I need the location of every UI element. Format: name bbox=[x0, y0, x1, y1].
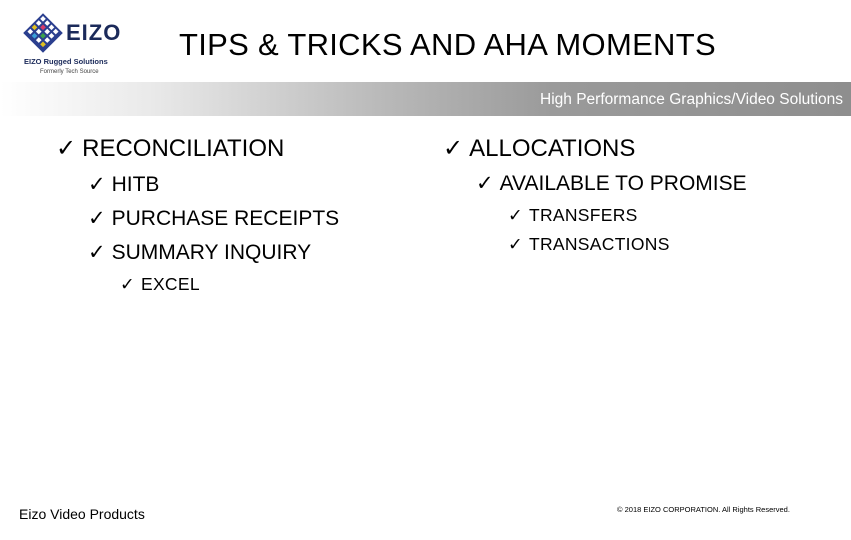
sub-list-item-text: EXCEL bbox=[140, 274, 200, 294]
list-item bbox=[88, 172, 159, 197]
check-icon: ✓ bbox=[443, 135, 464, 162]
sub-list-item-text: TRANSACTIONS bbox=[528, 234, 670, 254]
left-heading-text: RECONCILIATION bbox=[82, 135, 285, 162]
list-item bbox=[88, 240, 311, 265]
list-item-text: PURCHASE RECEIPTS bbox=[111, 207, 340, 230]
check-icon: ✓ bbox=[88, 173, 106, 196]
page-title: TIPS & TRICKS AND AHA MOMENTS bbox=[179, 27, 716, 62]
eizo-wordmark: EIZO bbox=[66, 20, 122, 45]
sub-list-item bbox=[508, 234, 670, 255]
right-heading bbox=[443, 134, 635, 163]
eizo-diamond-icon bbox=[22, 12, 64, 54]
check-icon: ✓ bbox=[476, 172, 494, 195]
list-item bbox=[476, 171, 747, 196]
right-heading-text: ALLOCATIONS bbox=[469, 135, 636, 162]
list-item-text: SUMMARY INQUIRY bbox=[111, 241, 312, 264]
sub-list-item-text: TRANSFERS bbox=[528, 205, 638, 225]
header-band bbox=[0, 82, 851, 116]
logo-name: EIZO Rugged Solutions bbox=[24, 57, 108, 66]
check-icon: ✓ bbox=[88, 241, 106, 264]
list-item-text: HITB bbox=[111, 173, 160, 196]
eizo-logo bbox=[22, 12, 137, 82]
check-icon: ✓ bbox=[508, 205, 523, 225]
check-icon: ✓ bbox=[120, 274, 135, 294]
list-item-text: AVAILABLE TO PROMISE bbox=[499, 172, 747, 195]
list-item bbox=[88, 206, 339, 231]
left-heading bbox=[56, 134, 284, 163]
check-icon: ✓ bbox=[508, 234, 523, 254]
logo-formerly: Formerly Tech Source bbox=[40, 69, 99, 75]
footer-left: Eizo Video Products bbox=[19, 506, 145, 522]
check-icon: ✓ bbox=[88, 207, 106, 230]
sub-list-item bbox=[508, 205, 638, 226]
band-tagline: High Performance Graphics/Video Solutions bbox=[540, 91, 843, 108]
footer-copyright: © 2018 EIZO CORPORATION. All Rights Reserved. bbox=[617, 505, 790, 514]
check-icon: ✓ bbox=[56, 135, 77, 162]
sub-list-item bbox=[120, 274, 200, 295]
